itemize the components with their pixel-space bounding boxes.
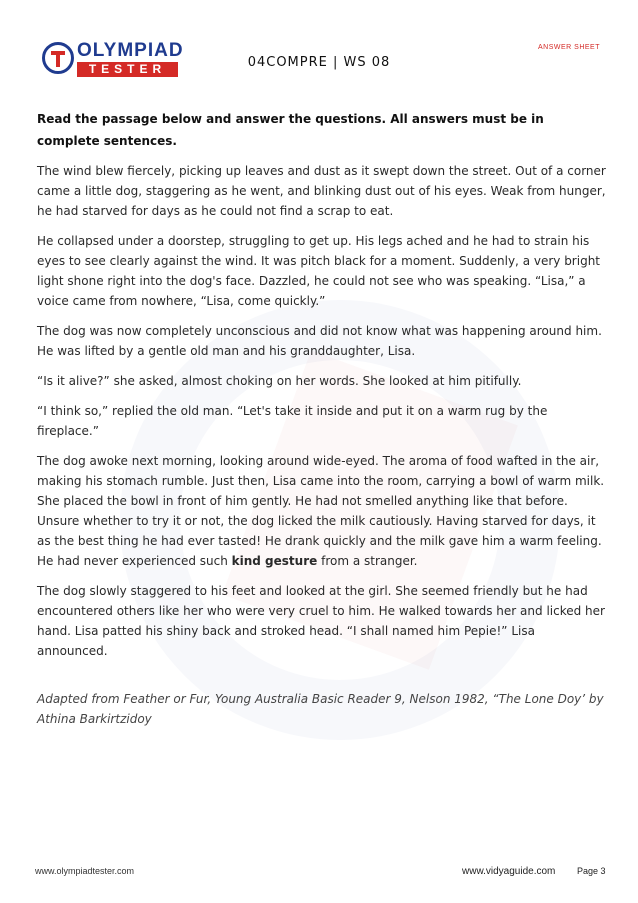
worksheet-title: 04COMPRE | WS 08 bbox=[247, 55, 391, 70]
kind-gesture-bold: kind gesture bbox=[231, 554, 318, 568]
source-citation: Adapted from Feather or Fur, Young Australia Basic Reader 9, Nelson 1982, “The Lone Doy’ by Athina Barkirtzidoy bbox=[37, 692, 604, 726]
passage-content bbox=[37, 108, 607, 739]
paragraph-4: “Is it alive?” she asked, almost choking on her words. She looked at him pitifully. bbox=[37, 374, 522, 388]
paragraph-7: The dog slowly staggered to his feet and looked at the girl. She seemed friendly but he had encountered others like her who were very cruel to him. He walked towards her and licked her hand. Lisa patted his shiny back and stroked head. “I shall named him Pepie!” Lisa announced. bbox=[37, 584, 605, 658]
page-number: Page 3 bbox=[577, 866, 606, 876]
paragraph-6-text-b: from a stranger. bbox=[317, 554, 418, 568]
instructions: Read the passage below and answer the questions. All answers must be in complete sentences. bbox=[37, 112, 544, 148]
answer-sheet-label: ANSWER SHEET bbox=[537, 44, 600, 51]
paragraph-5: “I think so,” replied the old man. “Let's take it inside and put it on a warm rug by the fireplace.” bbox=[37, 404, 548, 438]
paragraph-6 bbox=[37, 451, 607, 571]
paragraph-1: The wind blew fiercely, picking up leaves and dust as it swept down the street. Out of a corner came a little dog, staggering as he went, and blinking dust out of his eyes. Weak from hunger, he had starved for days as he could not find a scrap to eat. bbox=[37, 164, 606, 218]
footer-olympiadtester-url[interactable]: www.olympiadtester.com bbox=[35, 866, 135, 876]
paragraph-6-text-a: The dog awoke next morning, looking around wide-eyed. The aroma of food wafted in the air, making his stomach rumble. Just then, Lisa came into the room, carrying a bowl of warm milk. She placed the bowl in front of him gently. He had not smelled anything like that before. Unsure whether to try it or not, the dog licked the milk cautiously. Having starved for days, it as the best thing he had ever tasted! He drank quickly and the milk gave him a warm feeling. He had never experienced such bbox=[37, 454, 605, 568]
footer-vidyaguide-url[interactable]: www.vidyaguide.com bbox=[462, 866, 556, 877]
paragraph-3: The dog was now completely unconscious and did not know what was happening around him. He was lifted by a gentle old man and his granddaughter, Lisa. bbox=[37, 324, 602, 358]
logo-text-top: OLYMPIAD bbox=[77, 40, 184, 61]
paragraph-2: He collapsed under a doorstep, struggling to get up. His legs ached and he had to strain his eyes to see clearly against the wind. It was pitch black for a moment. Suddenly, a very bright light shone right into the dog's face. Dazzled, he could not see who was speaking. “Lisa,” a voice came from nowhere, “Lisa, come quickly.” bbox=[37, 234, 601, 308]
logo-text-bottom: TESTER bbox=[77, 62, 178, 77]
